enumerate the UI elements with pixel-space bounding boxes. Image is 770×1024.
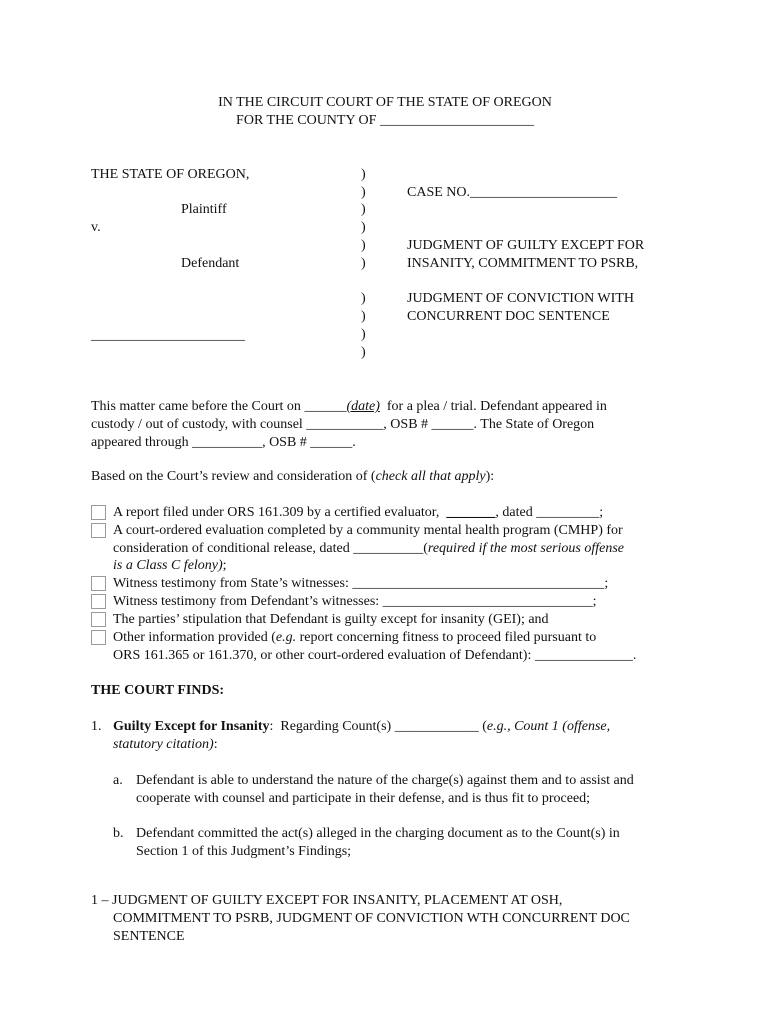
review-text: Based on the Court’s review and consideration of ( bbox=[91, 469, 376, 484]
finding-b-label: b. bbox=[113, 826, 124, 841]
review-line bbox=[91, 468, 494, 486]
checkbox-evaluator-report[interactable] bbox=[91, 505, 106, 520]
caption-paren: ) bbox=[361, 238, 366, 253]
checklist-item-cmhp-line-2 bbox=[113, 540, 624, 558]
caption-paren: ) bbox=[361, 327, 366, 342]
finding-hint: statutory citation) bbox=[113, 737, 214, 752]
caption-paren: ) bbox=[361, 167, 366, 182]
finding-text: : Regarding Count(s) ____________ ( bbox=[269, 719, 487, 734]
finding-a-line-1: Defendant is able to understand the nature of the charge(s) against them and to assist and bbox=[136, 773, 634, 788]
checkbox-defendant-witnesses[interactable] bbox=[91, 594, 106, 609]
item-hint: is a Class C felony) bbox=[113, 558, 223, 573]
item-text: consideration of conditional release, dated __________( bbox=[113, 541, 428, 556]
plaintiff-label: Plaintiff bbox=[181, 202, 227, 217]
finding-1-line-1 bbox=[113, 718, 610, 736]
versus-label: v. bbox=[91, 220, 101, 235]
intro-line-1 bbox=[91, 398, 607, 416]
item-text: , dated _________; bbox=[495, 505, 604, 520]
date-blank: ______ bbox=[304, 399, 347, 414]
checklist-item-defendant-witnesses: Witness testimony from Defendant’s witnesses: ______________________________; bbox=[113, 594, 597, 609]
item-text: ; bbox=[222, 558, 227, 573]
caption-paren: ) bbox=[361, 291, 366, 306]
intro-line-3: appeared through __________, OSB # ______. bbox=[91, 435, 356, 450]
intro-text: for a plea / trial. Defendant appeared in bbox=[379, 399, 607, 414]
intro-text: This matter came before the Court on bbox=[91, 399, 305, 414]
county-heading: FOR THE COUNTY OF ______________________ bbox=[236, 113, 534, 128]
item-text: Other information provided ( bbox=[113, 630, 276, 645]
court-heading: IN THE CIRCUIT COURT OF THE STATE OF OREGON bbox=[218, 95, 552, 110]
footer-line-1: 1 – JUDGMENT OF GUILTY EXCEPT FOR INSANITY, PLACEMENT AT OSH, bbox=[91, 893, 563, 908]
finding-1-line-2 bbox=[113, 736, 218, 754]
caption-paren: ) bbox=[361, 345, 366, 360]
defendant-name-blank: ______________________ bbox=[91, 328, 245, 343]
finding-1-number: 1. bbox=[91, 719, 102, 734]
checklist-item-state-witnesses: Witness testimony from State’s witnesses: ____________________________________; bbox=[113, 576, 609, 591]
checklist-item-other-line-2: ORS 161.365 or 161.370, or other court-ordered evaluation of Defendant): ______________. bbox=[113, 648, 637, 663]
checklist-item-cmhp-line-3 bbox=[113, 557, 227, 575]
finding-a-label: a. bbox=[113, 773, 123, 788]
judgment-title-line: JUDGMENT OF CONVICTION WITH bbox=[407, 291, 634, 306]
caption-paren: ) bbox=[361, 309, 366, 324]
checklist-item-stipulation: The parties’ stipulation that Defendant is guilty except for insanity (GEI); and bbox=[113, 612, 549, 627]
item-hint: required if the most serious offense bbox=[427, 541, 625, 556]
checklist-item-other-information bbox=[113, 629, 596, 647]
item-text: A report filed under ORS 161.309 by a certified evaluator, bbox=[113, 505, 447, 520]
finding-hint: e.g., Count 1 (offense, bbox=[486, 719, 611, 734]
checklist-item-cmhp-evaluation: A court-ordered evaluation completed by a community mental health program (CMHP) for bbox=[113, 523, 623, 538]
judgment-title-line: CONCURRENT DOC SENTENCE bbox=[407, 309, 610, 324]
review-hint: check all that apply bbox=[375, 469, 486, 484]
findings-heading: THE COURT FINDS: bbox=[91, 683, 225, 698]
caption-paren: ) bbox=[361, 220, 366, 235]
case-number: CASE NO._____________________ bbox=[407, 185, 618, 200]
item-text: report concerning fitness to proceed filed pursuant to bbox=[296, 630, 597, 645]
intro-line-2: custody / out of custody, with counsel ___________, OSB # ______. The State of Oregon bbox=[91, 417, 595, 432]
item-hint: e.g. bbox=[275, 630, 297, 645]
judgment-title-line: JUDGMENT OF GUILTY EXCEPT FOR bbox=[407, 238, 645, 253]
finding-b-line-2: Section 1 of this Judgment’s Findings; bbox=[136, 844, 352, 859]
plaintiff-name: THE STATE OF OREGON, bbox=[91, 167, 250, 182]
date-hint: (date) bbox=[346, 399, 380, 414]
finding-a-line-2: cooperate with counsel and participate in their defense, and is thus fit to proceed; bbox=[136, 791, 591, 806]
checklist-item-evaluator-report bbox=[113, 504, 603, 522]
finding-1-title: Guilty Except for Insanity bbox=[113, 719, 270, 734]
checkbox-other-information[interactable] bbox=[91, 630, 106, 645]
footer-line-2: COMMITMENT TO PSRB, JUDGMENT OF CONVICTION WTH CONCURRENT DOC bbox=[113, 911, 630, 926]
caption-paren: ) bbox=[361, 256, 366, 271]
checkbox-state-witnesses[interactable] bbox=[91, 576, 106, 591]
review-text: ): bbox=[485, 469, 495, 484]
defendant-label: Defendant bbox=[181, 256, 240, 271]
item-blank: _______ bbox=[446, 505, 496, 520]
finding-b-line-1: Defendant committed the act(s) alleged in the charging document as to the Count(s) in bbox=[136, 826, 620, 841]
caption-paren: ) bbox=[361, 185, 366, 200]
checkbox-cmhp-evaluation[interactable] bbox=[91, 523, 106, 538]
checkbox-stipulation[interactable] bbox=[91, 612, 106, 627]
finding-text: : bbox=[213, 737, 218, 752]
judgment-title-line: INSANITY, COMMITMENT TO PSRB, bbox=[407, 256, 639, 271]
footer-line-3: SENTENCE bbox=[113, 929, 185, 944]
caption-paren: ) bbox=[361, 202, 366, 217]
